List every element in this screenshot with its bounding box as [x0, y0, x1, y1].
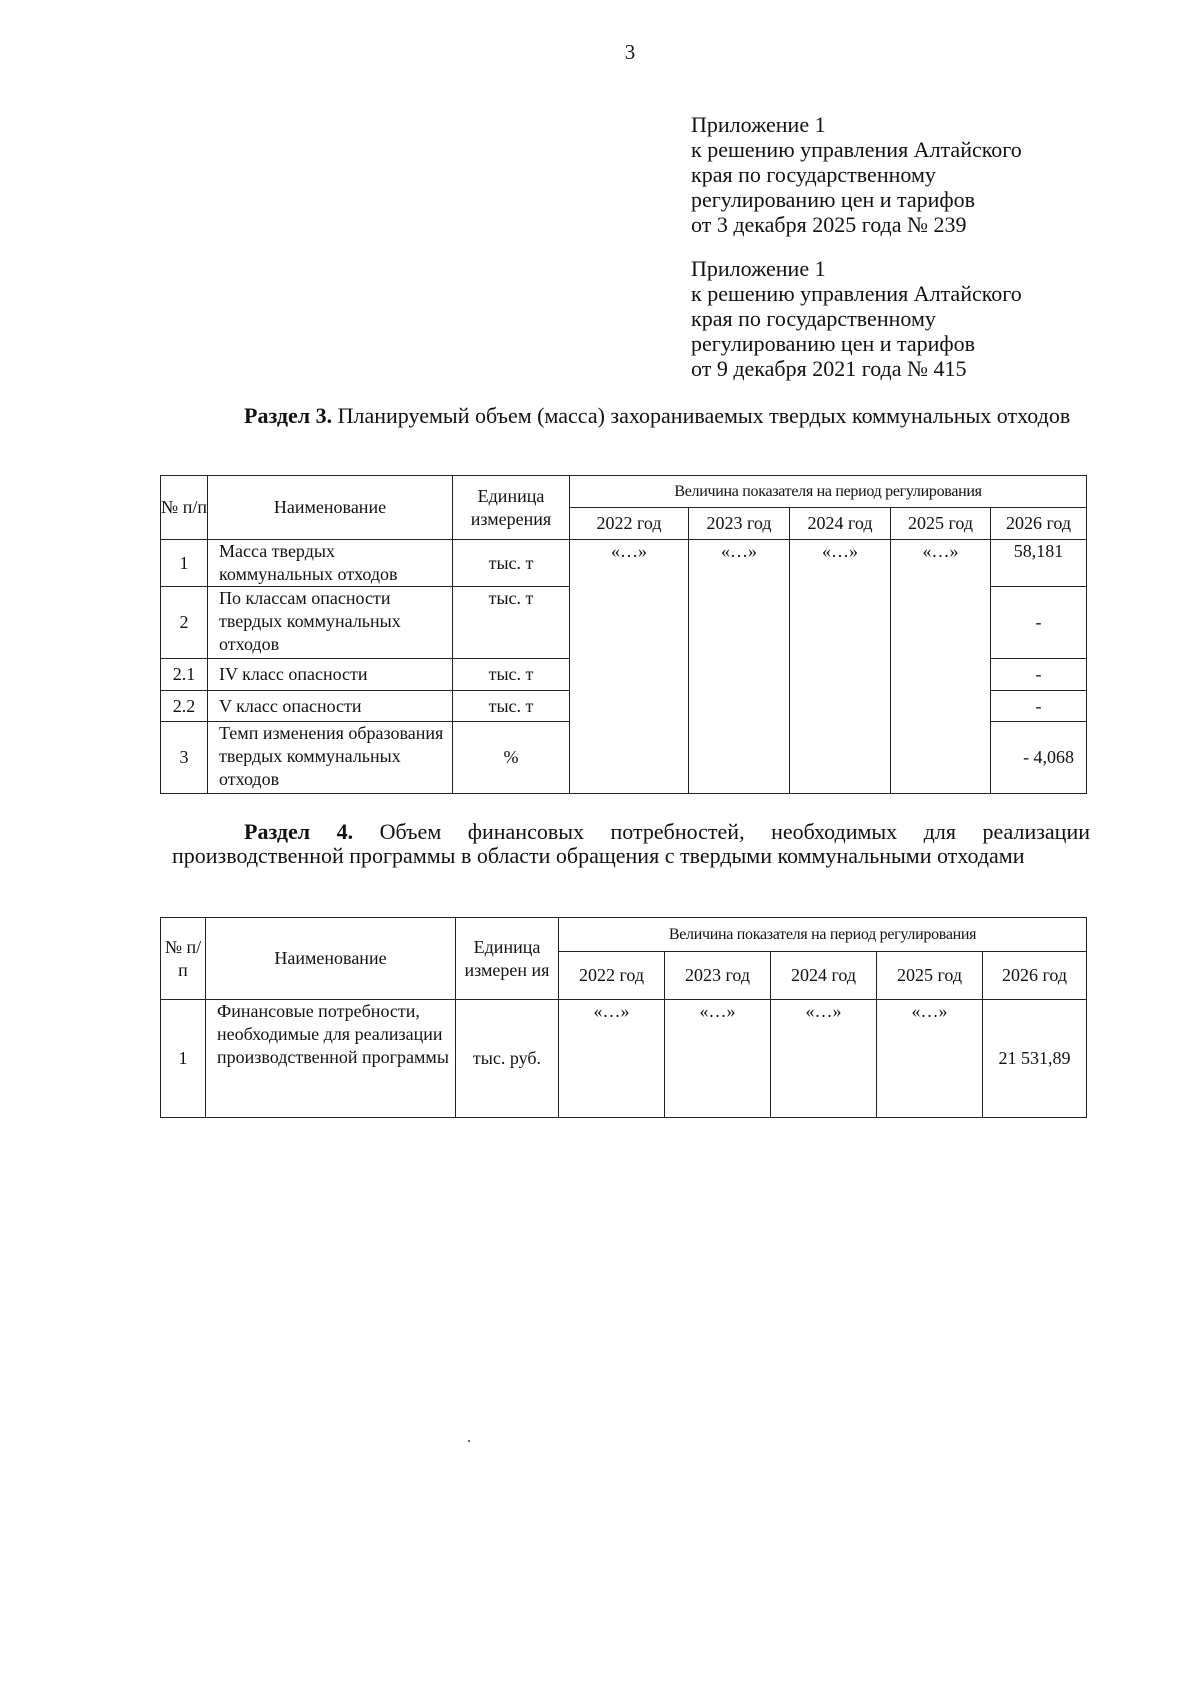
row-unit: тыс. т [453, 659, 570, 691]
row-num: 1 [161, 1000, 206, 1118]
section3-title [172, 404, 1090, 428]
row-num: 3 [161, 722, 208, 794]
row-unit: тыс. т [453, 691, 570, 722]
row-name: Финансовые потребности, необходимые для реализации производственной программы [206, 1000, 456, 1118]
appendix-line: к решению управления Алтайского [691, 137, 1022, 162]
table-row [161, 540, 1087, 587]
row-name: V класс опасности [208, 691, 453, 722]
row-num: 2.2 [161, 691, 208, 722]
appendix-line: регулированию цен и тарифов [691, 331, 976, 356]
value-2025: «…» [891, 540, 991, 794]
appendix-line: края по государственному [691, 162, 936, 187]
row-name: IV класс опасности [208, 659, 453, 691]
header-year: 2022 год [570, 508, 689, 540]
appendix-original [691, 256, 1022, 381]
row-unit: % [453, 722, 570, 794]
appendix-line: от 3 декабря 2025 года № 239 [691, 212, 967, 237]
value-2024: «…» [790, 540, 891, 794]
row-num: 2 [161, 587, 208, 659]
row-name: По классам опасности твердых коммунальных отходов [208, 587, 453, 659]
header-year: 2026 год [991, 508, 1087, 540]
header-year: 2023 год [665, 952, 771, 1000]
header-num: № п/п [161, 476, 208, 540]
appendix-line: от 9 декабря 2021 года № 415 [691, 356, 967, 381]
appendix-current [691, 112, 1022, 237]
value-2022: «…» [559, 1000, 665, 1118]
appendix-line: к решению управления Алтайского [691, 281, 1022, 306]
table-row [161, 1000, 1087, 1118]
value-2025: «…» [877, 1000, 983, 1118]
header-year: 2024 год [790, 508, 891, 540]
value-2026: - [991, 691, 1087, 722]
header-unit: Единица измерения [453, 476, 570, 540]
header-period: Величина показателя на период регулирования [559, 918, 1087, 952]
header-year: 2025 год [877, 952, 983, 1000]
scan-dot [468, 1440, 470, 1442]
value-2026: 58,181 [991, 540, 1087, 587]
row-unit: тыс. т [453, 540, 570, 587]
value-2022: «…» [570, 540, 689, 794]
section4-title [172, 820, 1090, 868]
header-year: 2024 год [771, 952, 877, 1000]
row-unit: тыс. руб. [456, 1000, 559, 1118]
section4-label: Раздел 4. [244, 819, 354, 844]
section3-label: Раздел 3. [244, 403, 333, 428]
header-year: 2022 год [559, 952, 665, 1000]
value-2023: «…» [665, 1000, 771, 1118]
page-number: 3 [624, 40, 636, 64]
value-2026: 21 531,89 [983, 1000, 1087, 1118]
row-num: 2.1 [161, 659, 208, 691]
header-year: 2025 год [891, 508, 991, 540]
header-num: № п/ п [161, 918, 206, 1000]
section4-text: Объем финансовых потребностей, необходимых для реализации производственной программы в области обращения с твердыми коммунальными отходами [172, 819, 1090, 868]
value-2026: - [991, 659, 1087, 691]
row-num: 1 [161, 540, 208, 587]
section3-text: Планируемый объем (масса) захораниваемых твердых коммунальных отходов [337, 403, 1071, 428]
appendix-line: Приложение 1 [691, 112, 826, 137]
appendix-line: края по государственному [691, 306, 936, 331]
header-year: 2023 год [689, 508, 790, 540]
row-unit: тыс. т [453, 587, 570, 659]
header-period: Величина показателя на период регулирования [570, 476, 1087, 508]
row-name: Темп изменения образования твердых коммунальных отходов [208, 722, 453, 794]
row-name: Масса твердых коммунальных отходов [208, 540, 453, 587]
value-2023: «…» [689, 540, 790, 794]
section3-table [160, 475, 1087, 794]
header-unit: Единица измерен ия [456, 918, 559, 1000]
section4-table [160, 917, 1087, 1118]
value-2026: - [991, 587, 1087, 659]
value-2026: - 4,068 [991, 722, 1087, 794]
header-name: Наименование [206, 918, 456, 1000]
header-year: 2026 год [983, 952, 1087, 1000]
appendix-line: Приложение 1 [691, 256, 826, 281]
appendix-line: регулированию цен и тарифов [691, 187, 976, 212]
value-2024: «…» [771, 1000, 877, 1118]
header-name: Наименование [208, 476, 453, 540]
